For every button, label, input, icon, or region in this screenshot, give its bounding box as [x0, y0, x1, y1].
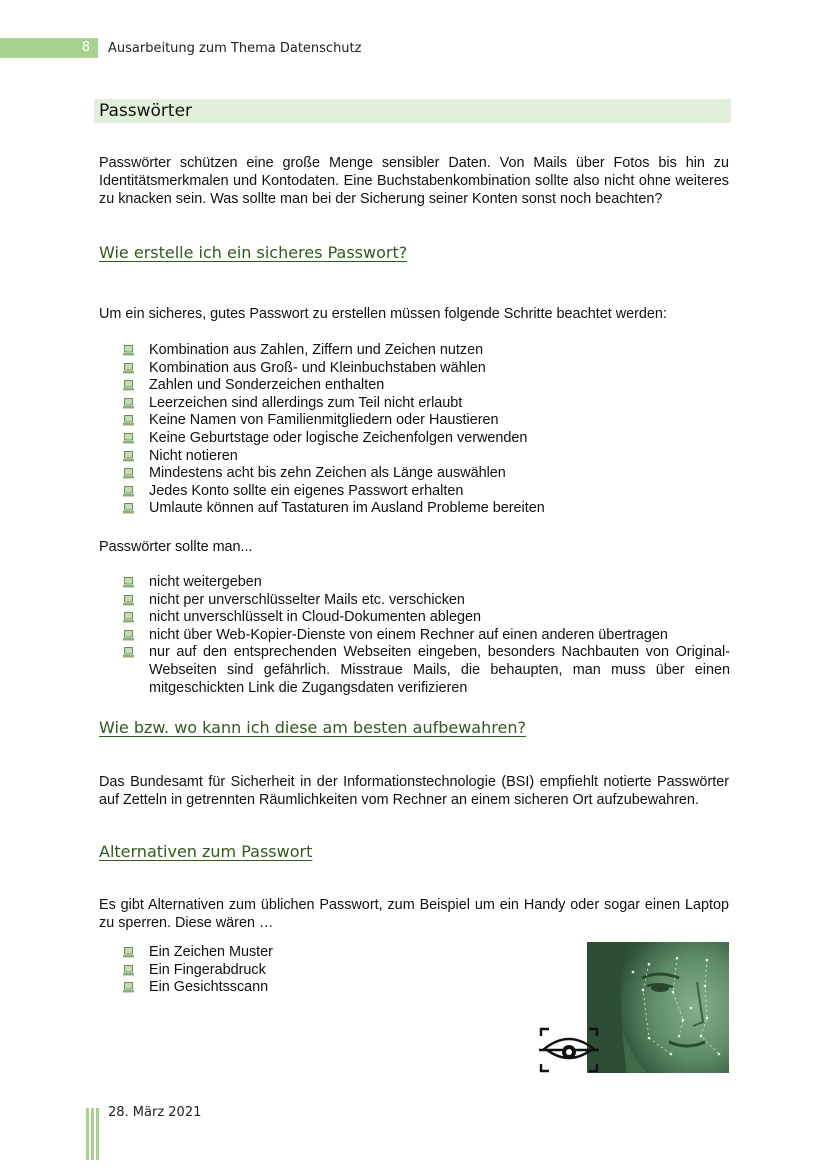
heading-create-password: Wie erstelle ich ein sicheres Passwort?: [99, 243, 408, 262]
create-steps-list: [123, 342, 730, 518]
list-item: [123, 465, 730, 483]
list-item-text: Leerzeichen sind allerdings zum Teil nicht erlaubt: [149, 394, 463, 411]
running-header-title: Ausarbeitung zum Thema Datenschutz: [108, 41, 362, 56]
laptop-bullet-icon: [123, 345, 134, 356]
laptop-bullet-icon: [123, 612, 134, 623]
list-item-text: nicht unverschlüsselt in Cloud-Dokumenten ablegen: [149, 609, 481, 626]
heading-alternatives: Alternativen zum Passwort: [99, 842, 313, 861]
laptop-bullet-icon: [123, 965, 134, 976]
list-item-text: nicht per unverschlüsselter Mails etc. verschicken: [149, 591, 465, 608]
list-item: [123, 944, 563, 962]
list-item-text: Umlaute können auf Tastaturen im Ausland Probleme bereiten: [149, 500, 545, 517]
footer-date: 28. März 2021: [108, 1105, 202, 1120]
list-item: [123, 342, 730, 360]
list-item-text: nicht über Web-Kopier-Dienste von einem Rechner auf einen anderen übertragen: [149, 626, 668, 643]
list-item: [123, 430, 730, 448]
list-item: [123, 448, 730, 466]
list-item: [123, 395, 730, 413]
laptop-bullet-icon: [123, 363, 134, 374]
laptop-bullet-icon: [123, 982, 134, 993]
list-item: [123, 412, 730, 430]
laptop-bullet-icon: [123, 380, 134, 391]
create-lead-text: Um ein sicheres, gutes Passwort zu erstellen müssen folgende Schritte beachtet werden:: [99, 306, 667, 322]
laptop-bullet-icon: [123, 595, 134, 606]
heading-storage: Wie bzw. wo kann ich diese am besten aufbewahren?: [99, 718, 526, 737]
alternatives-list: [123, 944, 563, 997]
list-item-text: Mindestens acht bis zehn Zeichen als Länge auswählen: [149, 465, 506, 482]
face-scan-image: [587, 942, 729, 1073]
list-item: [123, 609, 730, 627]
list-item: [123, 360, 730, 378]
list-item-text: Keine Namen von Familienmitgliedern oder Haustieren: [149, 412, 499, 429]
laptop-bullet-icon: [123, 468, 134, 479]
list-item: [123, 979, 563, 997]
list-item-text: nur auf den entsprechenden Webseiten eingeben, besonders Nachbauten von Original-Webseiten sind gefährlich. Misstraue Mails, die behaupten, man muss über einen mitgeschickten Link die Zugangsdaten verifizieren: [149, 644, 730, 696]
list-item-text: Kombination aus Groß- und Kleinbuchstaben wählen: [149, 359, 486, 376]
list-item-text: Jedes Konto sollte ein eigenes Passwort erhalten: [149, 482, 464, 499]
list-item-text: Ein Zeichen Muster: [149, 944, 273, 960]
intro-paragraph: Passwörter schützen eine große Menge sensibler Daten. Von Mails über Fotos bis hin zu Identitätsmerkmalen und Kontodaten. Eine Buchstabenkombination sollte also nicht ohne weiteres zu knacken sein. Was sollte man bei der Sicherung seiner Konten sonst noch beachten?: [99, 155, 729, 207]
list-item: [123, 483, 730, 501]
laptop-bullet-icon: [123, 503, 134, 514]
list-item: [123, 500, 730, 518]
list-item-text: Zahlen und Sonderzeichen enthalten: [149, 377, 385, 394]
laptop-bullet-icon: [123, 577, 134, 588]
list-item: [123, 962, 563, 980]
list-item-text: nicht weitergeben: [149, 574, 262, 590]
list-item: [123, 377, 730, 395]
laptop-bullet-icon: [123, 398, 134, 409]
laptop-bullet-icon: [123, 647, 134, 658]
footer-decoration-bars: [86, 1108, 100, 1160]
list-item: [123, 644, 730, 697]
list-item: [123, 627, 730, 645]
list-item-text: Nicht notieren: [149, 447, 238, 464]
storage-paragraph: Das Bundesamt für Sicherheit in der Informationstechnologie (BSI) empfiehlt notierte Passwörter auf Zetteln in getrennten Räumlichkeiten vom Rechner an einem sicheren Ort aufzubewahren.: [99, 774, 729, 808]
laptop-bullet-icon: [123, 947, 134, 958]
face-scan-graphic: [587, 942, 729, 1073]
eye-scan-icon: [537, 1026, 601, 1074]
laptop-bullet-icon: [123, 433, 134, 444]
laptop-bullet-icon: [123, 415, 134, 426]
list-item-text: Ein Gesichtsscann: [149, 979, 269, 996]
should-list: [123, 574, 730, 697]
laptop-bullet-icon: [123, 451, 134, 462]
list-item-text: Kombination aus Zahlen, Ziffern und Zeichen nutzen: [149, 342, 484, 358]
page-number: 8: [81, 40, 91, 55]
laptop-bullet-icon: [123, 486, 134, 497]
list-item-text: Keine Geburtstage oder logische Zeichenfolgen verwenden: [149, 429, 528, 446]
list-item: [123, 574, 730, 592]
should-lead-text: Passwörter sollte man...: [99, 539, 253, 555]
alternatives-paragraph: Es gibt Alternativen zum üblichen Passwort, zum Beispiel um ein Handy oder sogar einen Laptop zu sperren. Diese wären …: [99, 897, 729, 931]
laptop-bullet-icon: [123, 630, 134, 641]
list-item: [123, 592, 730, 610]
list-item-text: Ein Fingerabdruck: [149, 961, 266, 978]
section-title: Passwörter: [99, 101, 193, 121]
